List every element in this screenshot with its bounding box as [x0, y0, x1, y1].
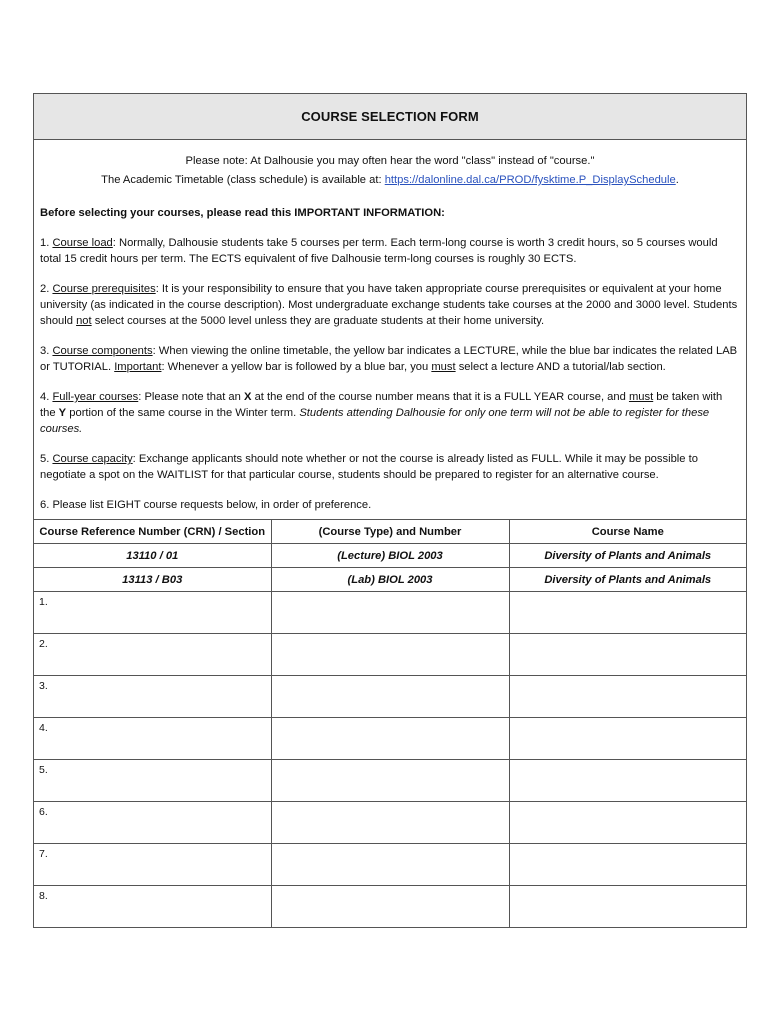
request-row: [34, 844, 746, 886]
paragraph-course-capacity: 5. Course capacity: Exchange applicants should note whether or not the course is already listed as FULL. While it may be possible to negotiate a spot on the WAITLIST for that particular course, students should be prepared to register for an alternative course.: [40, 453, 698, 481]
request-crn-cell[interactable]: 3.: [34, 676, 271, 718]
request-crn-cell[interactable]: 7.: [34, 844, 271, 886]
request-crn-cell[interactable]: 5.: [34, 760, 271, 802]
request-type-number-cell[interactable]: [271, 676, 509, 718]
term-course-load: Course load: [52, 237, 113, 249]
request-type-number-cell[interactable]: [271, 844, 509, 886]
term-full-year-courses: Full-year courses: [52, 391, 139, 403]
term-course-capacity: Course capacity: [52, 453, 133, 465]
request-type-number-cell[interactable]: [271, 760, 509, 802]
timetable-prefix: The Academic Timetable (class schedule) is available at:: [101, 174, 385, 186]
example-row: [34, 568, 746, 592]
example-crn: 13110 / 01: [34, 544, 271, 568]
timetable-suffix: .: [675, 174, 679, 186]
paragraph-list-requests: 6. Please list EIGHT course requests below, in order of preference.: [40, 499, 372, 511]
term-course-prerequisites: Course prerequisites: [52, 283, 156, 295]
request-course-name-cell[interactable]: [509, 760, 746, 802]
example-course-name: Diversity of Plants and Animals: [509, 544, 746, 568]
request-crn-cell[interactable]: 4.: [34, 718, 271, 760]
timetable-line: [40, 171, 740, 190]
course-selection-form: [33, 93, 747, 928]
important-heading: Before selecting your courses, please read this IMPORTANT INFORMATION:: [40, 207, 445, 219]
paragraph-course-prerequisites: 2. Course prerequisites: It is your responsibility to ensure that you have taken appropriate course prerequisites or equivalent at your home university (as indicated in the course description). Most undergraduate exchange students take courses at the 2000 and 3000 level. Students should not select courses at the 5000 level unless they are graduate students at their home university.: [40, 283, 738, 327]
example-course-name: Diversity of Plants and Animals: [509, 568, 746, 592]
example-row: [34, 544, 746, 568]
request-row: [34, 676, 746, 718]
table-header-row: [34, 520, 746, 544]
example-crn: 13113 / B03: [34, 568, 271, 592]
request-course-name-cell[interactable]: [509, 634, 746, 676]
note-line: Please note: At Dalhousie you may often hear the word "class" instead of "course.": [185, 155, 595, 167]
request-course-name-cell[interactable]: [509, 802, 746, 844]
term-course-components: Course components: [52, 345, 153, 357]
request-row: [34, 718, 746, 760]
paragraph-course-load: 1. Course load: Normally, Dalhousie students take 5 courses per term. Each term-long course is worth 3 credit hours, so 5 courses would total 15 credit hours per term. The ECTS equivalent of five Dalhousie term-long courses is roughly 30 ECTS.: [40, 237, 718, 265]
timetable-link[interactable]: https://dalonline.dal.ca/PROD/fysktime.P_DisplaySchedule: [384, 174, 676, 186]
request-type-number-cell[interactable]: [271, 718, 509, 760]
request-type-number-cell[interactable]: [271, 886, 509, 928]
course-request-table: [34, 519, 746, 927]
request-type-number-cell[interactable]: [271, 592, 509, 634]
request-type-number-cell[interactable]: [271, 802, 509, 844]
request-crn-cell[interactable]: 8.: [34, 886, 271, 928]
header-crn-section: Course Reference Number (CRN) / Section: [34, 520, 271, 544]
request-course-name-cell[interactable]: [509, 844, 746, 886]
instructions: [34, 140, 746, 513]
request-row: [34, 634, 746, 676]
request-type-number-cell[interactable]: [271, 634, 509, 676]
request-course-name-cell[interactable]: [509, 592, 746, 634]
request-row: [34, 760, 746, 802]
paragraph-course-components: 3. Course components: When viewing the online timetable, the yellow bar indicates a LECTURE, while the blue bar indicates the related LAB or TUTORIAL. Important: Whenever a yellow bar is followed by a blue bar, you must select a lecture AND a tutorial/lab section.: [40, 345, 738, 373]
request-row: [34, 592, 746, 634]
request-course-name-cell[interactable]: [509, 718, 746, 760]
request-course-name-cell[interactable]: [509, 676, 746, 718]
example-type-number: (Lab) BIOL 2003: [271, 568, 509, 592]
form-title: COURSE SELECTION FORM: [34, 94, 746, 140]
header-course-type-number: (Course Type) and Number: [271, 520, 509, 544]
header-course-name: Course Name: [509, 520, 746, 544]
request-crn-cell[interactable]: 6.: [34, 802, 271, 844]
request-row: [34, 802, 746, 844]
paragraph-full-year-courses: 4. Full-year courses: Please note that an X at the end of the course number means that it is a FULL YEAR course, and must be taken with the Y portion of the same course in the Winter term. Students attending Dalhousie for only one term will not be able to register for these courses.: [40, 391, 723, 435]
request-course-name-cell[interactable]: [509, 886, 746, 928]
request-row: [34, 886, 746, 928]
example-type-number: (Lecture) BIOL 2003: [271, 544, 509, 568]
request-crn-cell[interactable]: 2.: [34, 634, 271, 676]
request-crn-cell[interactable]: 1.: [34, 592, 271, 634]
